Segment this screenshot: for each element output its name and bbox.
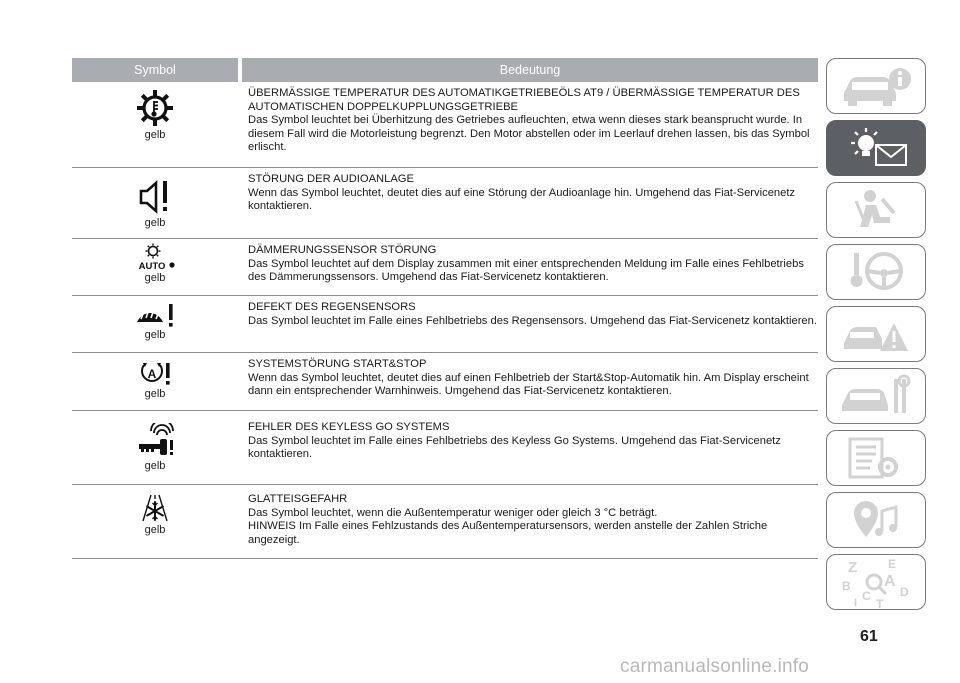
row-title: ÜBERMÄSSIGE TEMPERATUR DES AUTOMATIKGETRIEBEÖLS AT9 / ÜBERMÄSSIGE TEMPERATUR DES AUTOMATISCHEN DOPPELKUPPLUNGSGETRIEBE bbox=[248, 87, 800, 113]
row-title: DÄMMERUNGSSENSOR STÖRUNG bbox=[248, 244, 437, 256]
car-info-icon bbox=[836, 63, 916, 109]
index-letter-c: C bbox=[862, 589, 871, 603]
symbol-cell bbox=[72, 353, 238, 410]
row-text: Das Symbol leuchtet auf dem Display zusammen mit einer entsprechenden Meldung im Falle eines Fehlbetriebs des Dämmerungssensors. Umgehend das Fiat-Servicenetz kontaktieren. bbox=[248, 257, 804, 284]
table-row bbox=[72, 296, 818, 353]
table-row bbox=[72, 239, 818, 296]
meaning-cell bbox=[238, 485, 818, 558]
row-text: Wenn das Symbol leuchtet, deutet dies auf einen Fehlbetrieb der Start&Stop-Automatik hin. Am Display erscheint dann ein entsprechender Warnhinweis. Umgehend das Fiat-Servicenetz kontaktieren. bbox=[248, 371, 809, 398]
color-label: gelb bbox=[144, 329, 166, 341]
row-text: Das Symbol leuchtet im Falle eines Fehlbetriebs des Keyless Go Systems. Umgehend das Fiat-Servicenetz kontaktieren. bbox=[248, 434, 781, 461]
table-header bbox=[72, 58, 818, 82]
meaning-cell bbox=[238, 411, 818, 484]
tab-technical-data[interactable] bbox=[826, 430, 926, 486]
color-label: gelb bbox=[144, 460, 166, 472]
multimedia-music-icon bbox=[836, 497, 916, 543]
meaning-cell bbox=[238, 239, 818, 295]
row-title: SYSTEMSTÖRUNG START&STOP bbox=[248, 358, 427, 370]
index-letter-e: E bbox=[888, 557, 897, 571]
table-row bbox=[72, 168, 818, 239]
auto-text: AUTO bbox=[138, 261, 166, 271]
color-label: gelb bbox=[144, 217, 166, 229]
index-letter-b: B bbox=[842, 579, 851, 593]
row-title: STÖRUNG DER AUDIOANLAGE bbox=[248, 173, 414, 185]
tab-multimedia[interactable] bbox=[826, 492, 926, 548]
car-tools-icon bbox=[836, 373, 916, 419]
color-label: gelb bbox=[144, 129, 166, 141]
tab-safety[interactable] bbox=[826, 182, 926, 238]
index-letter-i: I bbox=[854, 597, 858, 608]
row-text: Wenn das Symbol leuchtet, deutet dies auf eine Störung der Audioanlage hin. Umgehend das Fiat-Servicenetz kontaktieren. bbox=[248, 186, 796, 213]
symbol-cell bbox=[72, 296, 238, 352]
index-letter-t: T bbox=[876, 597, 884, 608]
meaning-cell bbox=[238, 168, 818, 238]
row-title: FEHLER DES KEYLESS GO SYSTEMS bbox=[248, 421, 450, 433]
start-stop-fault-icon bbox=[138, 361, 172, 387]
header-meaning: Bedeutung bbox=[242, 58, 818, 82]
table-row bbox=[72, 82, 818, 168]
symbol-cell bbox=[72, 82, 238, 167]
icy-road-snowflake-icon bbox=[137, 493, 173, 523]
audio-fault-speaker-icon bbox=[137, 178, 173, 216]
row-text: Das Symbol leuchtet bei Überhitzung des Getriebes aufleuchten, etwa wenn dieses stark beansprucht wurde. In diesem Fall wird die Motorleistung begrenzt. Den Motor abstellen oder im Leerlauf drehen lassen, bis das Symbol erlischt. bbox=[248, 114, 810, 154]
symbol-cell bbox=[72, 239, 238, 295]
page-number: 61 bbox=[860, 628, 878, 645]
row-text: Das Symbol leuchtet im Falle eines Fehlbetriebs des Regensensors. Umgehend das Fiat-Servicenetz kontaktieren. bbox=[248, 314, 817, 327]
color-label: gelb bbox=[144, 388, 166, 400]
tab-starting-driving[interactable] bbox=[826, 244, 926, 300]
index-letter-z: Z bbox=[848, 559, 858, 576]
keyless-go-fault-key-icon bbox=[135, 423, 175, 457]
symbol-cell bbox=[72, 411, 238, 484]
car-accident-warning-icon bbox=[836, 311, 916, 357]
transmission-overheat-gear-icon bbox=[135, 88, 175, 128]
color-label: gelb bbox=[144, 524, 166, 536]
table-row bbox=[72, 485, 818, 559]
row-text: Das Symbol leuchtet, wenn die Außentemperatur weniger oder gleich 3 °C beträgt. bbox=[248, 506, 658, 519]
tab-emergency[interactable] bbox=[826, 306, 926, 362]
symbol-cell bbox=[72, 168, 238, 238]
tab-index[interactable] bbox=[826, 554, 926, 610]
alphabetical-index-icon bbox=[836, 556, 916, 608]
meaning-cell bbox=[238, 353, 818, 410]
tab-maintenance[interactable] bbox=[826, 368, 926, 424]
index-letter-d: D bbox=[900, 585, 909, 599]
tab-car-info[interactable] bbox=[826, 58, 926, 114]
symbol-cell bbox=[72, 485, 238, 558]
color-label: gelb bbox=[144, 272, 166, 284]
table-row bbox=[72, 411, 818, 485]
rain-sensor-fault-icon bbox=[133, 302, 177, 328]
indicator-table bbox=[72, 58, 818, 559]
row-title: DEFEKT DES REGENSENSORS bbox=[248, 301, 416, 313]
key-steering-wheel-icon bbox=[836, 249, 916, 295]
meaning-cell bbox=[238, 296, 818, 352]
a-text: A bbox=[147, 367, 157, 381]
meaning-cell bbox=[238, 82, 818, 167]
watermark: carmanualsonline.info bbox=[620, 656, 810, 677]
row-note: HINWEIS Im Falle eines Fehlzustands des Außentemperatursensors, werden anstelle der Zahlen Striche angezeigt. bbox=[248, 520, 768, 546]
table-row bbox=[72, 353, 818, 411]
header-symbol: Symbol bbox=[72, 58, 238, 82]
row-title: GLATTEISGEFAHR bbox=[248, 493, 348, 505]
warning-light-message-icon bbox=[836, 125, 916, 171]
index-letter-a: A bbox=[884, 573, 896, 590]
tab-warning-lights[interactable] bbox=[826, 120, 926, 176]
seat-airbag-icon bbox=[836, 187, 916, 233]
twilight-sensor-auto-icon bbox=[133, 243, 177, 271]
technical-data-gear-icon bbox=[836, 435, 916, 481]
